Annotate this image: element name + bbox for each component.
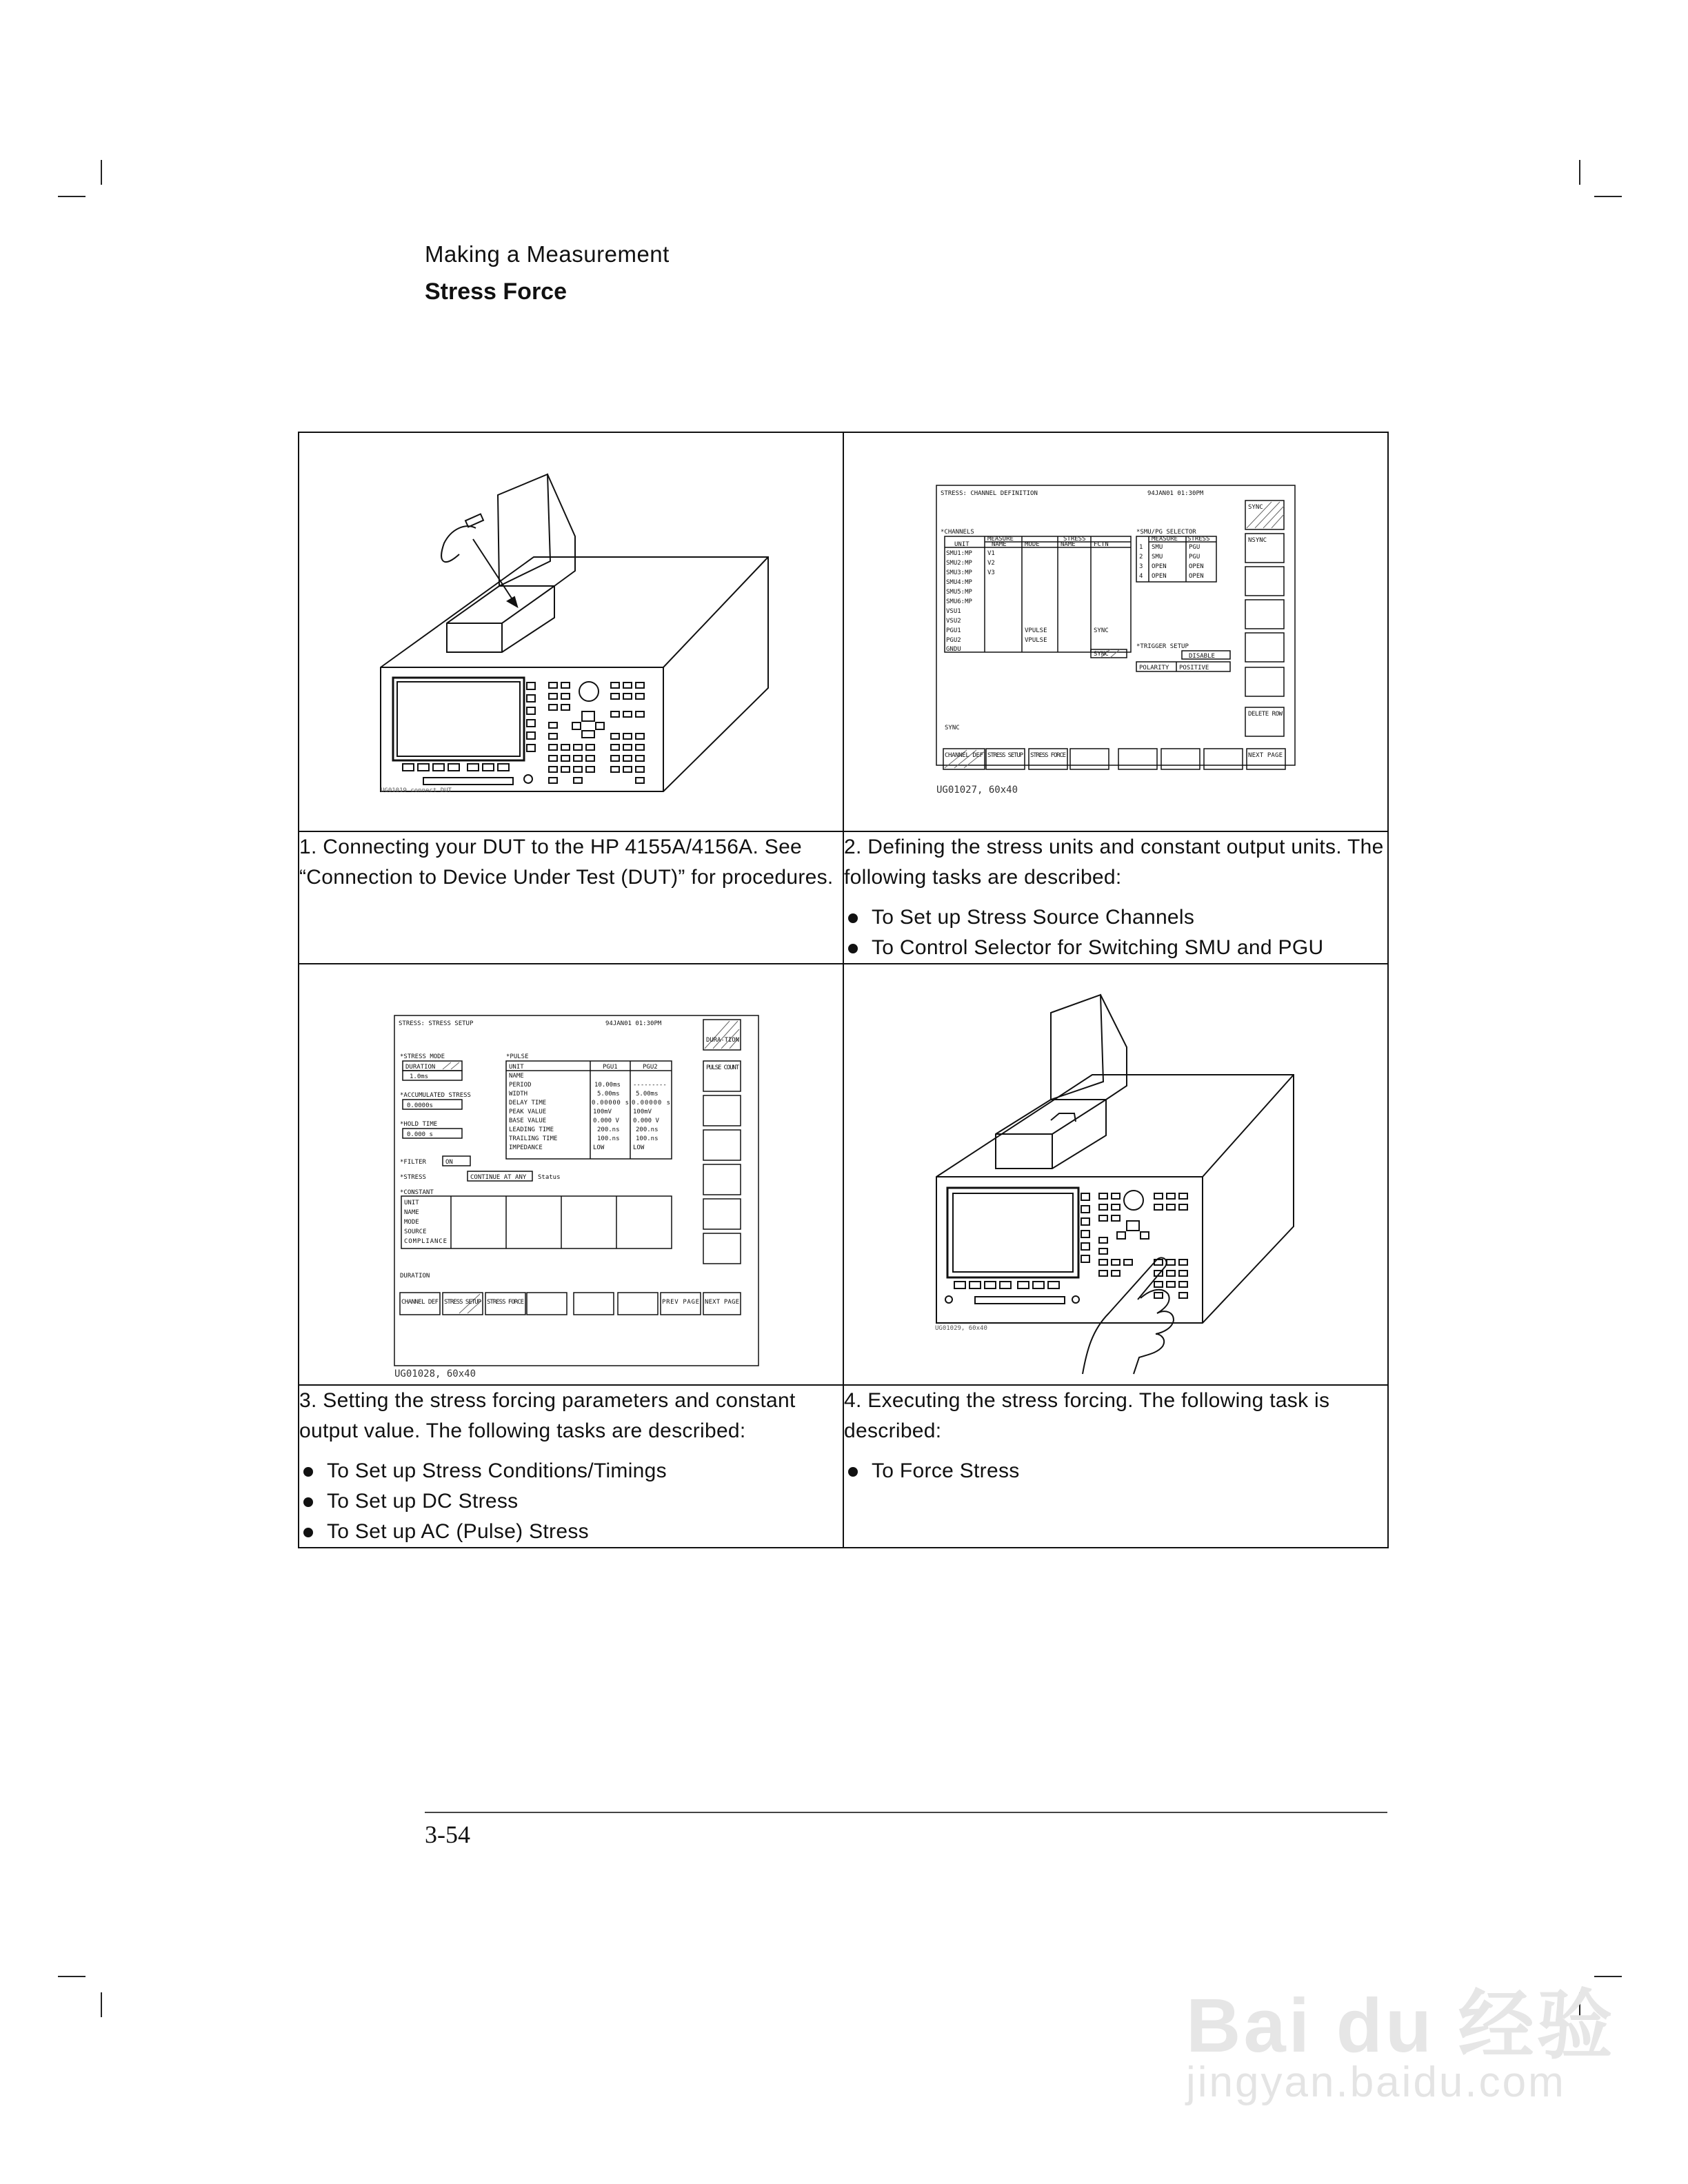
selector-cell: PGU (1189, 554, 1200, 560)
accum-value: 0.0000s (407, 1102, 433, 1109)
crop-mark (58, 196, 86, 197)
constant-row: NAME (404, 1209, 419, 1216)
crop-mark (1594, 196, 1622, 197)
figure-connect-dut (299, 432, 843, 831)
stress-mode-label: *STRESS MODE (400, 1053, 445, 1060)
pulse-cell: DELAY TIME (509, 1100, 547, 1106)
step-description: 1. Connecting your DUT to the HP 4155A/4156A. See “Connection to Device Under Test (DUT)” for procedures. (299, 836, 834, 889)
soft-key-label: STRESS FORCE (1030, 752, 1066, 759)
selector-cell: 1 (1139, 544, 1143, 551)
fctn-cell: SYNC (1094, 651, 1109, 658)
pulse-cell: TRAILING TIME (509, 1135, 558, 1142)
col-name-stress: NAME (1061, 541, 1076, 548)
pulse-cell: 0.000 V (593, 1118, 619, 1124)
channel-definition-screen (844, 433, 1387, 827)
unit-cell: SMU1:MP (946, 550, 972, 557)
subsection-title: Stress Force (425, 279, 567, 305)
duration-value: 1.0ms (410, 1073, 429, 1080)
unit-cell: SMU6:MP (946, 598, 972, 605)
pulse-cell: LOW (633, 1144, 645, 1151)
pulse-cell: 5.00ms (597, 1091, 620, 1098)
pulse-cell: LOW (593, 1144, 605, 1151)
crop-mark (101, 1992, 102, 2017)
selector-cell: OPEN (1189, 563, 1204, 570)
unit-cell: SMU5:MP (946, 589, 972, 596)
step-3-text (299, 1385, 843, 1548)
channels-label: *CHANNELS (941, 529, 974, 536)
col-mode: MODE (1025, 541, 1040, 548)
pulse-cell: LEADING TIME (509, 1126, 554, 1133)
figure-caption: UG01029, 60x40 (935, 1325, 987, 1332)
watermark-logo: Bai du 经验 (1186, 1983, 1616, 2068)
screen-title: STRESS: CHANNEL DEFINITION (941, 490, 1038, 497)
task-link[interactable]: To Set up DC Stress (299, 1486, 843, 1517)
pulse-cell: UNIT (509, 1064, 524, 1071)
pulse-cell: 0.00000 s (632, 1100, 670, 1106)
soft-key-label: STRESS FORCE (487, 1299, 524, 1306)
task-list (844, 1456, 1387, 1486)
unit-cell: VSU1 (946, 608, 961, 615)
selector-cell: OPEN (1152, 563, 1167, 570)
figure-caption: UG01019 connect DUT (381, 787, 452, 794)
selector-cell: PGU (1189, 544, 1200, 551)
step-4-text (843, 1385, 1388, 1548)
pulse-cell: PEAK VALUE (509, 1109, 547, 1115)
pulse-cell: NAME (509, 1073, 524, 1080)
pulse-cell: 100mV (593, 1109, 612, 1115)
footer-rule (425, 1812, 1387, 1813)
polarity-label: POLARITY (1139, 665, 1169, 671)
stress-value: CONTINUE AT ANY (470, 1174, 527, 1181)
fctn-cell: SYNC (1094, 627, 1109, 634)
hold-value: 0.000 s (407, 1131, 433, 1138)
selector-col-stress: STRESS (1187, 536, 1210, 543)
section-title: Making a Measurement (425, 241, 670, 267)
task-link[interactable]: To Force Stress (844, 1456, 1387, 1486)
pulse-cell: 100.ns (597, 1135, 620, 1142)
selector-cell: SMU (1152, 554, 1163, 560)
selector-cell: SMU (1152, 544, 1163, 551)
stress-label: *STRESS (400, 1174, 426, 1181)
col-fctn: FCTN (1094, 541, 1109, 548)
name-cell: V2 (987, 560, 995, 567)
pulse-cell: PGU1 (603, 1064, 618, 1071)
col-measure: MEASURE (987, 536, 1014, 543)
soft-key-label: CHANNEL DEF (401, 1299, 439, 1306)
name-cell: V1 (987, 550, 995, 557)
col-name: NAME (992, 541, 1007, 548)
pulse-cell: 200.ns (597, 1126, 620, 1133)
trigger-label: *TRIGGER SETUP (1136, 643, 1189, 650)
step-description: 2. Defining the stress units and constant output units. The following tasks are described: (844, 836, 1384, 889)
pulse-cell: 5.00ms (636, 1091, 659, 1098)
pulse-cell: 10.00ms (594, 1082, 621, 1089)
screen-date: 94JAN01 01:30PM (605, 1020, 662, 1027)
force-stress-illustration (844, 964, 1387, 1381)
status-label: Status (538, 1174, 561, 1181)
instrument-illustration (299, 433, 843, 827)
selector-cell: 3 (1139, 563, 1143, 570)
crop-mark (1579, 160, 1580, 185)
unit-cell: SMU4:MP (946, 579, 972, 586)
selector-cell: OPEN (1189, 573, 1204, 580)
task-link[interactable]: To Set up Stress Source Channels (844, 902, 1387, 933)
screen-date: 94JAN01 01:30PM (1147, 490, 1204, 497)
stress-mode-value: DURATION (405, 1064, 436, 1071)
unit-cell: GNDU (946, 646, 961, 653)
procedure-table (298, 432, 1389, 1548)
step-1-text (299, 831, 843, 964)
side-key-label: DELETE ROW (1248, 711, 1283, 718)
filter-value: ON (445, 1159, 453, 1166)
unit-cell: PGU1 (946, 627, 961, 634)
task-link[interactable]: To Control Selector for Switching SMU and PGU (844, 933, 1387, 963)
trigger-disable: DISABLE (1189, 653, 1215, 660)
selector-col-measure: MEASURE (1152, 536, 1178, 543)
side-key-label: PULSE COUNT (706, 1064, 739, 1071)
task-list (844, 902, 1387, 963)
selector-cell: 2 (1139, 554, 1143, 560)
task-link[interactable]: To Set up AC (Pulse) Stress (299, 1517, 843, 1547)
pulse-cell: 100mV (633, 1109, 652, 1115)
polarity-value: POSITIVE (1179, 665, 1209, 671)
soft-key-label: NEXT PAGE (705, 1299, 739, 1306)
pulse-cell: 100.ns (636, 1135, 659, 1142)
constant-row: SOURCE (404, 1228, 427, 1235)
task-list (299, 1456, 843, 1547)
pulse-cell: WIDTH (509, 1091, 528, 1098)
step-description: 4. Executing the stress forcing. The following task is described: (844, 1389, 1330, 1442)
col-unit: UNIT (954, 541, 969, 548)
step-description: 3. Setting the stress forcing parameters and constant output value. The following tasks are described: (299, 1389, 796, 1442)
unit-cell: VSU2 (946, 618, 961, 625)
figure-caption: UG01028, 60x40 (394, 1368, 476, 1379)
pulse-cell: --------- (633, 1082, 667, 1089)
name-cell: V3 (987, 569, 995, 576)
watermark-url: jingyan.baidu.com (1186, 2059, 1566, 2106)
pulse-cell: 0.000 V (633, 1118, 659, 1124)
pulse-cell: 200.ns (636, 1126, 659, 1133)
status-line: SYNC (945, 725, 960, 731)
side-key-label: NSYNC (1248, 537, 1267, 544)
figure-channel-definition (843, 432, 1388, 831)
mode-cell: VPULSE (1025, 637, 1047, 644)
pulse-cell: 0.00000 s (592, 1100, 629, 1106)
soft-key-label: CHANNEL DEF (945, 752, 983, 759)
unit-cell: SMU3:MP (946, 569, 972, 576)
soft-key-label: STRESS SETUP (987, 752, 1023, 759)
pulse-cell: PERIOD (509, 1082, 532, 1089)
soft-key-label: NEXT PAGE (1248, 752, 1283, 759)
unit-cell: SMU2:MP (946, 560, 972, 567)
filter-label: *FILTER (400, 1159, 426, 1166)
hold-label: *HOLD TIME (400, 1121, 438, 1128)
constant-row: MODE (404, 1219, 419, 1226)
page-number: 3-54 (425, 1821, 470, 1848)
task-link[interactable]: To Set up Stress Conditions/Timings (299, 1456, 843, 1486)
pulse-cell: PGU2 (643, 1064, 658, 1071)
mode-cell: VPULSE (1025, 627, 1047, 634)
constant-row: COMPLIANCE (404, 1238, 447, 1245)
crop-mark (58, 1976, 86, 1977)
constant-label: *CONSTANT (400, 1189, 434, 1196)
accum-label: *ACCUMULATED STRESS (400, 1092, 471, 1099)
side-key-label: DURA-TION (706, 1037, 739, 1044)
figure-stress-setup (299, 964, 843, 1385)
side-key-label: SYNC (1248, 504, 1263, 511)
unit-cell: PGU2 (946, 637, 961, 644)
selector-label: *SMU/PG SELECTOR (1136, 529, 1196, 536)
soft-key-label: PREV PAGE (662, 1299, 699, 1306)
stress-setup-screen (299, 964, 843, 1381)
pulse-cell: BASE VALUE (509, 1118, 547, 1124)
figure-caption: UG01027, 60x40 (936, 785, 1018, 796)
constant-row: UNIT (404, 1200, 419, 1206)
selector-cell: OPEN (1152, 573, 1167, 580)
figure-force-stress (843, 964, 1388, 1385)
pulse-cell: IMPEDANCE (509, 1144, 543, 1151)
crop-mark (101, 160, 102, 185)
pulse-label: *PULSE (506, 1053, 529, 1060)
step-2-text (843, 831, 1388, 964)
col-stress: STRESS (1063, 536, 1086, 543)
soft-key-label: STRESS SETUP (444, 1299, 481, 1306)
status-line: DURATION (400, 1273, 430, 1280)
selector-cell: 4 (1139, 573, 1143, 580)
screen-title: STRESS: STRESS SETUP (399, 1020, 474, 1027)
